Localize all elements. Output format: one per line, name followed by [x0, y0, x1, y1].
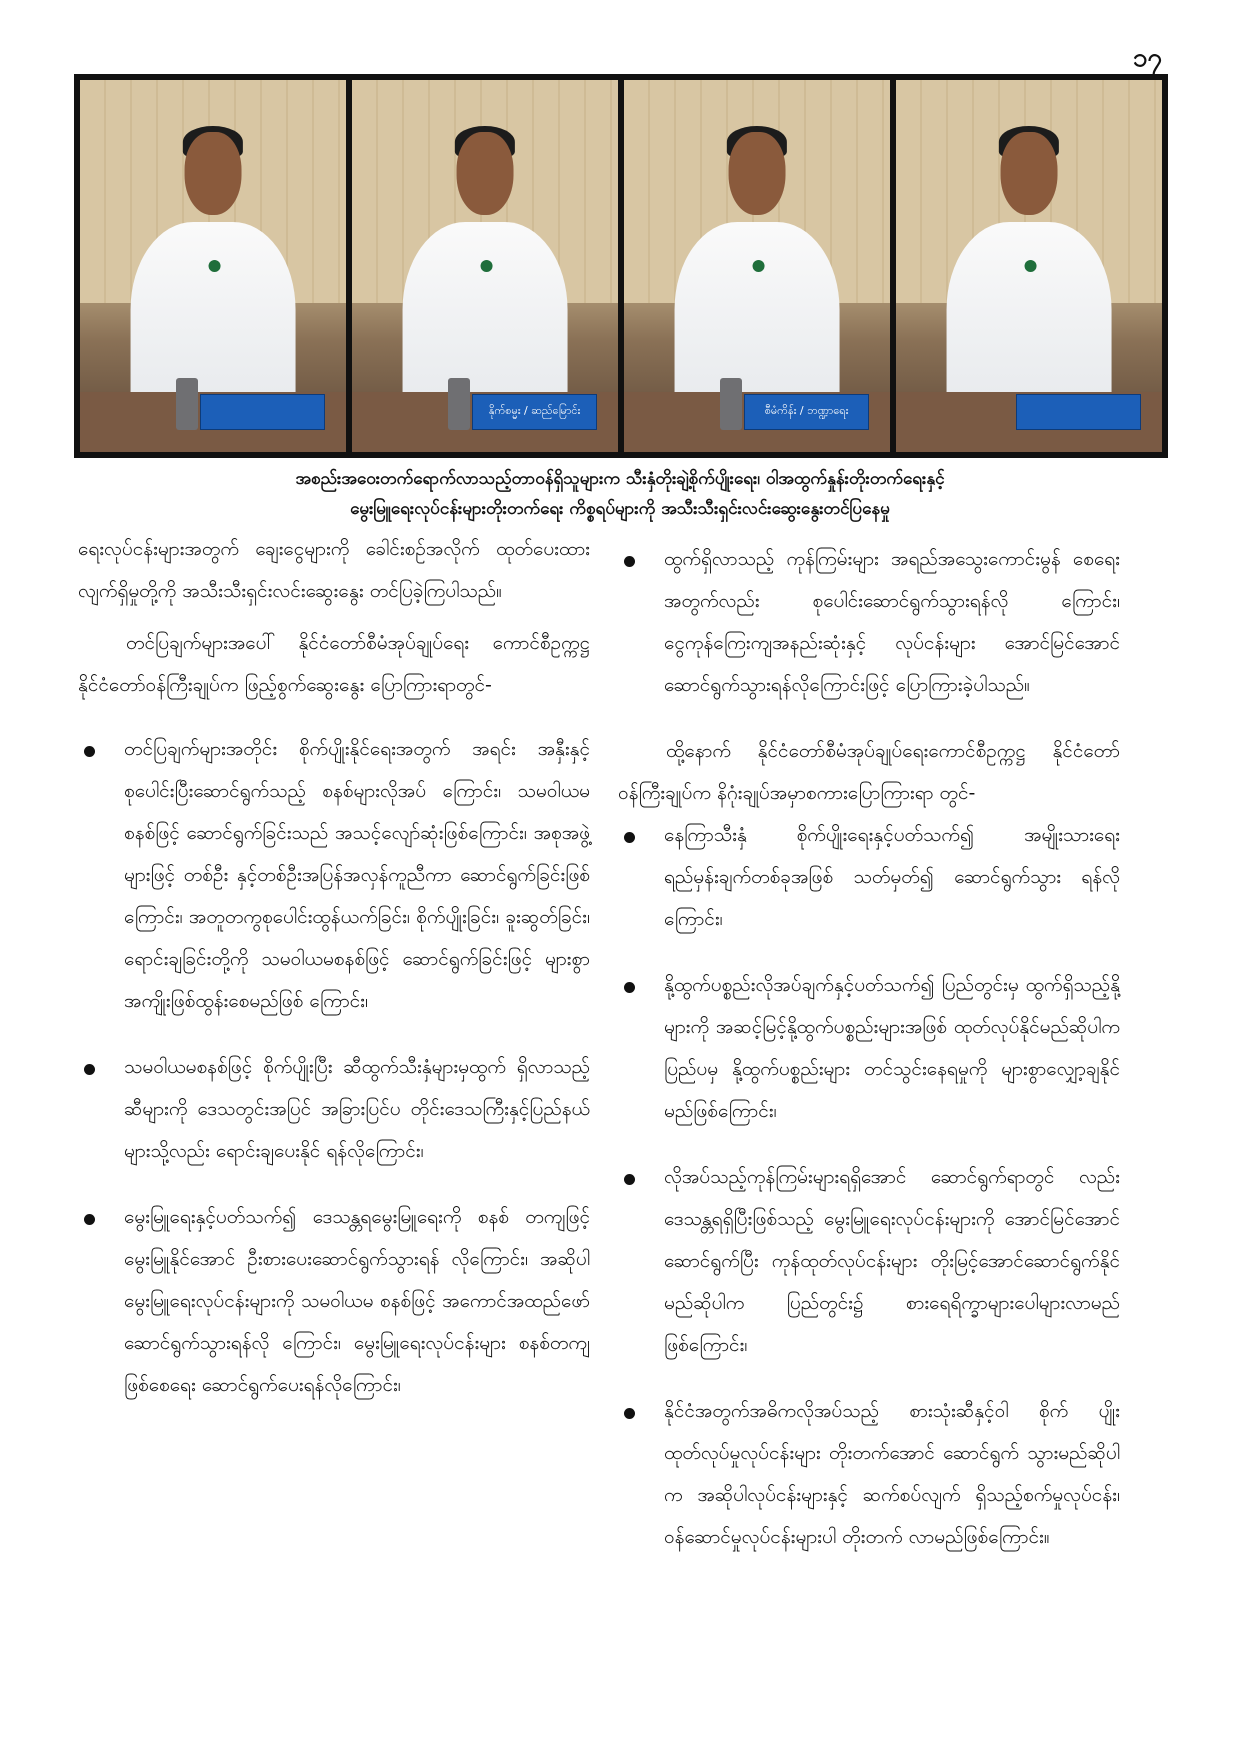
left-column [78, 528, 590, 1430]
bullet-icon [624, 1408, 635, 1419]
bullet-icon [624, 832, 635, 843]
name-placard: နိုက်စမ္မး / ဆည်မြောင်း [472, 394, 596, 430]
list-item [78, 1196, 590, 1406]
photo-official-1 [80, 80, 346, 452]
caption-line-1: အစည်းအဝေးတက်ရောက်လာသည့်တာဝန်ရှိသူများက သီးနှံတိုးချဲ့စိုက်ပျိုးရေး၊ ဝါအထွက်နှုန်းတိုးတက်ရေးနှင့် [295, 469, 945, 489]
lapel-badge-icon [480, 260, 492, 272]
bullet-icon [624, 556, 635, 567]
body-paragraph: တင်ပြချက်များအပေါ် နိုင်ငံတော်စီမံအုပ်ချုပ်ရေး ကောင်စီဥက္ကဋ္ဌ နိုင်ငံတော်ဝန်ကြီးချုပ်က ဖြည့်စွက်ဆွေးနွေး ပြောကြားရာတွင်- [78, 632, 590, 696]
list-item-text: နိုင်ငံအတွက်အဓိကလိုအပ်သည့် စားသုံးဆီနှင့်ဝါ စိုက် ပျိုးထုတ်လုပ်မှုလုပ်ငန်းများ တိုးတက်အောင် ဆောင်ရွက် သွားမည်ဆိုပါက အဆိုပါလုပ်ငန်းများနှင့် ဆက်စပ်လျက် ရှိသည့်စက်မှုလုပ်ငန်း၊ ဝန်ဆောင်မှုလုပ်ငန်းများပါ တိုးတက် လာမည်ဖြစ်ကြောင်း။ [664, 1400, 1120, 1548]
list-item [78, 1046, 590, 1172]
head [185, 132, 241, 215]
body-paragraph: ထို့နောက် နိုင်ငံတော်စီမံအုပ်ချုပ်ရေးကောင်စီဥက္ကဋ္ဌ နိုင်ငံတော်ဝန်ကြီးချုပ်က နိဂုံးချုပ်အမှာစကားပြောကြားရာ တွင်- [618, 740, 1120, 804]
list-item-text: ထွက်ရှိလာသည့် ကုန်ကြမ်းများ အရည်အသွေးကောင်းမွန် စေရေးအတွက်လည်း စုပေါင်းဆောင်ရွက်သွားရန်လို ကြောင်း၊ ငွေကုန်ကြေးကျအနည်းဆုံးနှင့် လုပ်ငန်းများ အောင်မြင်အောင် ဆောင်ရွက်သွားရန်လိုကြောင်းဖြင့် ပြောကြားခဲ့ပါသည်။ [664, 548, 1120, 696]
name-placard: စီမံကိန်း / ဘဏ္ဍာရေး [744, 394, 868, 430]
right-column [618, 538, 1120, 1582]
list-item [618, 964, 1120, 1132]
list-item-text: လိုအပ်သည့်ကုန်ကြမ်းများရရှိအောင် ဆောင်ရွက်ရာတွင် လည်း ဒေသန္တရရှိပြီးဖြစ်သည့် မွေးမြူရေးလုပ်ငန်းများကို အောင်မြင်အောင်ဆောင်ရွက်ပြီး ကုန်ထုတ်လုပ်ငန်းများ တိုးမြင့်အောင်ဆောင်ရွက်နိုင်မည်ဆိုပါက ပြည်တွင်း၌ စားရေရိက္ခာများပေါများလာမည်ဖြစ်ကြောင်း၊ [664, 1166, 1120, 1356]
caption-line-2: မွေးမြူရေးလုပ်ငန်းများတိုးတက်ရေး ကိစ္စရပ်များကို အသီးသီးရှင်းလင်းဆွေးနွေးတင်ပြနေမှု [350, 499, 890, 519]
bullet-list [618, 538, 1120, 706]
list-item-text: နို့ထွက်ပစ္စည်းလိုအပ်ချက်နှင့်ပတ်သက်၍ ပြည်တွင်းမှ ထွက်ရှိသည့်နို့များကို အဆင့်မြင့်နို့ထွက်ပစ္စည်းများအဖြစ် ထုတ်လုပ်နိုင်မည်ဆိုပါက ပြည်ပမှ နို့ထွက်ပစ္စည်းများ တင်သွင်းနေရမှုကို များစွာလျှော့ချနိုင်မည်ဖြစ်ကြောင်း၊ [664, 974, 1120, 1122]
name-placard [1016, 394, 1140, 430]
list-item [618, 1156, 1120, 1366]
bullet-list [78, 728, 590, 1406]
list-item-text: တင်ပြချက်များအတိုင်း စိုက်ပျိုးနိုင်ရေးအတွက် အရင်း အနှီးနှင့်စုပေါင်းပြီးဆောင်ရွက်သည့် စနစ်များလိုအပ် ကြောင်း၊ သမဝါယမစနစ်ဖြင့် ဆောင်ရွက်ခြင်းသည် အသင့်လျော်ဆုံးဖြစ်ကြောင်း၊ အစုအဖွဲ့များဖြင့် တစ်ဦး နှင့်တစ်ဦးအပြန်အလှန်ကူညီကာ ဆောင်ရွက်ခြင်းဖြစ် ကြောင်း၊ အတူတကွစုပေါင်းထွန်ယက်ခြင်း၊ စိုက်ပျိုးခြင်း၊ ခူးဆွတ်ခြင်း၊ ရောင်းချခြင်းတို့ကို သမဝါယမစနစ်ဖြင့် ဆောင်ရွက်ခြင်းဖြင့် များစွာအကျိုးဖြစ်ထွန်းစေမည်ဖြစ် ကြောင်း၊ [124, 738, 590, 1012]
bullet-list [618, 814, 1120, 1558]
photo-official-2 [352, 80, 618, 452]
body-paragraph: ရေးလုပ်ငန်းများအတွက် ချေးငွေများကို ခေါင်းစဉ်အလိုက် ထုတ်ပေးထားလျက်ရှိမှုတို့ကို အသီးသီးရှင်းလင်းဆွေးနွေး တင်ပြခဲ့ကြပါသည်။ [78, 538, 590, 602]
list-item [618, 814, 1120, 940]
lapel-badge-icon [1024, 260, 1036, 272]
photo-official-4 [896, 80, 1162, 452]
bullet-icon [84, 1214, 95, 1225]
head [457, 132, 513, 215]
bullet-icon [624, 1174, 635, 1185]
list-item-text: မွေးမြူရေးနှင့်ပတ်သက်၍ ဒေသန္တရမွေးမြူရေးကို စနစ် တကျဖြင့် မွေးမြူနိုင်အောင် ဦးစားပေးဆောင်ရွက်သွားရန် လိုကြောင်း၊ အဆိုပါမွေးမြူရေးလုပ်ငန်းများကို သမဝါယမ စနစ်ဖြင့် အကောင်အထည်ဖော်ဆောင်ရွက်သွားရန်လို ကြောင်း၊ မွေးမြူရေးလုပ်ငန်းများ စနစ်တကျဖြစ်စေရေး ဆောင်ရွက်ပေးရန်လိုကြောင်း၊ [124, 1206, 590, 1396]
photo-caption [110, 464, 1130, 524]
bullet-icon [84, 1064, 95, 1075]
thermos-mug [448, 378, 470, 430]
bullet-icon [84, 746, 95, 757]
name-placard [200, 394, 324, 430]
photo-strip [74, 74, 1168, 458]
thermos-mug [720, 378, 742, 430]
list-item [618, 1390, 1120, 1558]
thermos-mug [176, 378, 198, 430]
list-item [618, 538, 1120, 706]
list-item [78, 728, 590, 1022]
head [729, 132, 785, 215]
lapel-badge-icon [752, 260, 764, 272]
head [1001, 132, 1057, 215]
lapel-badge-icon [208, 260, 220, 272]
list-item-text: သမဝါယမစနစ်ဖြင့် စိုက်ပျိုးပြီး ဆီထွက်သီးနှံများမှထွက် ရှိလာသည့်ဆီများကို ဒေသတွင်းအပြင် အခြားပြင်ပ တိုင်းဒေသကြီးနှင့်ပြည်နယ်များသို့လည်း ရောင်းချပေးနိုင် ရန်လိုကြောင်း၊ [124, 1056, 590, 1162]
bullet-icon [624, 982, 635, 993]
list-item-text: နေကြာသီးနှံ စိုက်ပျိုးရေးနှင့်ပတ်သက်၍ အမျိုးသားရေး ရည်မှန်းချက်တစ်ခုအဖြစ် သတ်မှတ်၍ ဆောင်ရွက်သွား ရန်လိုကြောင်း၊ [664, 824, 1120, 930]
photo-official-3 [624, 80, 890, 452]
page-number: ၁၇ [1132, 43, 1162, 73]
